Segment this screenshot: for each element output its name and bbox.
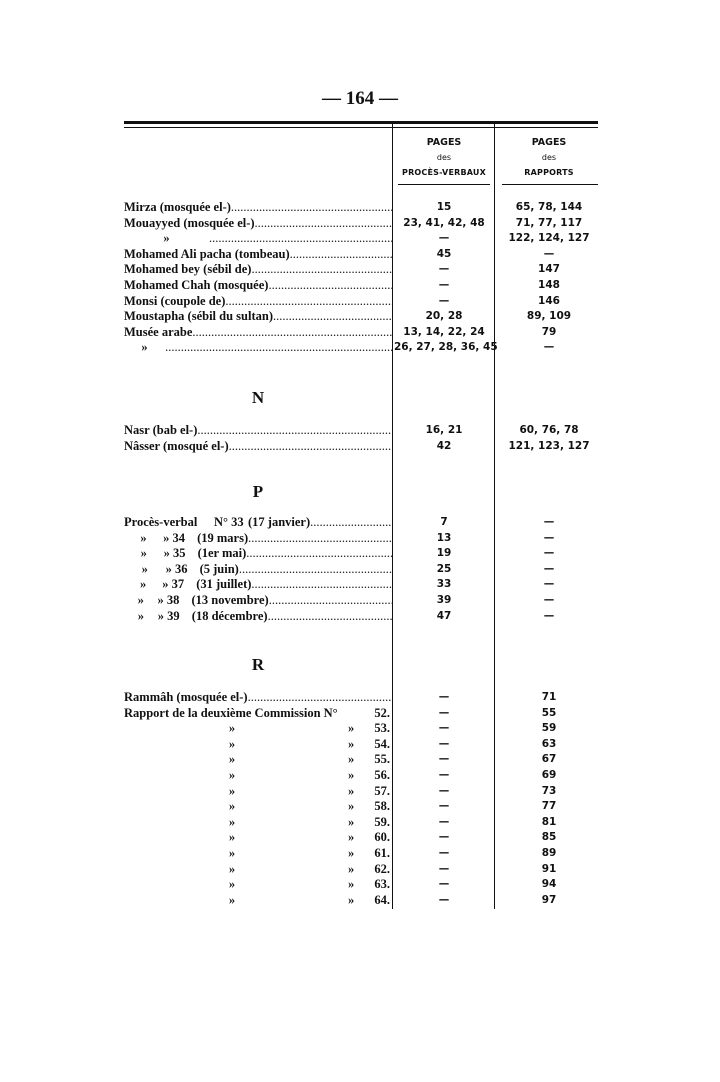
entry-date: (1er mai): [197, 546, 247, 561]
pv-pages: 7: [440, 516, 448, 528]
rapport-pages: 85: [541, 831, 557, 844]
index-row: [124, 752, 598, 768]
section-letter-p: P: [252, 482, 264, 501]
ditto-mark: »: [348, 892, 355, 907]
entry-label: Rapport de la deuxième Commission N°: [124, 705, 338, 720]
pv-pages: 19: [436, 547, 452, 560]
entry-number: N° 33: [214, 515, 244, 529]
pv-pages: —: [438, 878, 450, 891]
entry-date: (18 décembre): [191, 608, 268, 623]
ditto-mark: »: [228, 767, 236, 782]
index-section-r: [124, 690, 598, 908]
pv-pages: —: [438, 753, 450, 766]
index-section-n: [124, 423, 598, 454]
entry-number: 59.: [374, 814, 390, 829]
pv-pages: 26, 27, 28, 36, 45: [394, 341, 498, 354]
index-row: [124, 815, 598, 831]
ditto-mark: »: [228, 845, 236, 860]
index-row: [124, 439, 598, 455]
entry-label: Nasr (bab el-): [124, 423, 198, 437]
index-row: [124, 562, 598, 578]
ditto-mark: »: [163, 231, 170, 246]
index-row: [124, 231, 598, 247]
header-rule-thick: [124, 121, 598, 124]
index-row: [124, 737, 598, 753]
pv-pages: 16, 21: [425, 424, 463, 436]
index-row: [124, 830, 598, 846]
rapport-pages: —: [543, 609, 555, 622]
index-row: [124, 862, 598, 878]
ditto-mark: »: [228, 721, 236, 736]
pv-pages: 42: [436, 439, 452, 452]
entry-number: » 37: [162, 577, 185, 592]
column-header-proces-verbaux: [396, 135, 492, 180]
index-row: [124, 515, 598, 531]
entry-number: 62.: [374, 861, 390, 876]
ditto-mark: »: [228, 736, 236, 751]
pv-pages: 33: [436, 578, 452, 591]
index-row: [124, 278, 598, 294]
entry-number: 58.: [374, 799, 390, 814]
pv-pages: —: [438, 831, 450, 844]
index-row: [124, 609, 598, 625]
ditto-mark: »: [348, 877, 355, 892]
index-row: [124, 531, 598, 547]
rapport-pages: —: [543, 531, 555, 544]
entry-label: Mohamed Ali pacha (tombeau): [124, 246, 290, 261]
pv-pages: 20, 28: [425, 310, 463, 323]
index-row: [124, 247, 598, 263]
entry-label: Rammâh (mosquée el-): [124, 690, 248, 704]
index-row: [124, 262, 598, 278]
pv-pages: —: [438, 768, 450, 781]
column-header-title: PROCÈS-VERBAUX: [402, 168, 486, 177]
entry-number: 54.: [374, 736, 390, 751]
entry-number: 52.: [374, 705, 390, 720]
section-letter-n: N: [251, 388, 265, 407]
index-row: [124, 200, 598, 216]
index-row: [124, 577, 598, 593]
index-row: [124, 706, 598, 722]
rapport-pages: 97: [541, 893, 557, 906]
column-header-title: RAPPORTS: [524, 168, 574, 177]
pv-pages: —: [438, 815, 450, 828]
ditto-mark: »: [228, 877, 236, 892]
entry-label: Nâsser (mosqué el-): [124, 438, 229, 453]
ditto-mark: »: [137, 608, 145, 623]
rapport-pages: 122, 124, 127: [508, 232, 590, 245]
ditto-mark: »: [348, 721, 355, 736]
ditto-mark: »: [348, 752, 355, 767]
entry-label: Monsi (coupole de): [124, 293, 226, 308]
rapport-pages: 69: [541, 768, 557, 781]
index-section-m: [124, 200, 598, 356]
index-row: [124, 690, 598, 706]
index-row: [124, 294, 598, 310]
pv-pages: —: [438, 722, 450, 735]
index-row: [124, 721, 598, 737]
entry-label: Procès-verbal: [124, 515, 198, 529]
pv-pages: —: [438, 263, 450, 276]
pv-pages: —: [438, 278, 450, 291]
pv-pages: —: [438, 737, 450, 750]
ditto-mark: »: [228, 861, 236, 876]
rapport-pages: —: [543, 247, 555, 260]
rapport-pages: 89: [541, 846, 557, 859]
entry-date: (5 juin): [199, 561, 239, 576]
pv-pages: 47: [436, 609, 452, 622]
index-row: [124, 846, 598, 862]
ditto-mark: »: [348, 799, 355, 814]
ditto-mark: »: [348, 861, 355, 876]
ditto-mark: »: [348, 767, 355, 782]
pv-pages: 23, 41, 42, 48: [403, 216, 485, 229]
index-row: [124, 309, 598, 325]
rapport-pages: 59: [541, 722, 557, 735]
ditto-mark: »: [141, 561, 148, 576]
index-row: [124, 325, 598, 341]
pv-pages: 15: [436, 201, 452, 213]
entry-label: Mohamed Chah (mosquée): [124, 277, 269, 292]
pv-pages: 39: [436, 593, 452, 606]
entry-number: 56.: [374, 767, 390, 782]
ditto-mark: »: [228, 752, 236, 767]
pv-pages: 25: [436, 562, 452, 575]
column-header-underline: [502, 184, 598, 185]
rapport-pages: 55: [541, 706, 557, 719]
entry-number: 63.: [374, 877, 390, 892]
rapport-pages: 60, 76, 78: [519, 424, 579, 436]
ditto-mark: »: [228, 799, 236, 814]
rapport-pages: 121, 123, 127: [508, 439, 590, 452]
ditto-mark: »: [139, 577, 147, 592]
entry-label: Musée arabe: [124, 324, 193, 339]
index-row: [124, 340, 598, 356]
entry-number: » 39: [157, 608, 180, 623]
entry-number: » 38: [157, 592, 180, 607]
entry-date: (31 juillet): [196, 577, 252, 592]
rapport-pages: 94: [541, 878, 557, 891]
pv-pages: —: [438, 862, 450, 875]
rapport-pages: —: [543, 547, 555, 560]
ditto-mark: »: [141, 340, 148, 355]
entry-number: 60.: [374, 830, 390, 845]
index-row: [124, 877, 598, 893]
pv-pages: —: [438, 232, 450, 245]
entry-number: 55.: [374, 752, 390, 767]
column-header-pages: PAGES: [531, 137, 567, 148]
entry-label: Mirza (mosquée el-): [124, 200, 231, 214]
entry-date: (19 mars): [197, 530, 249, 545]
rapport-pages: —: [543, 593, 555, 606]
ditto-mark: »: [228, 783, 236, 798]
rapport-pages: —: [543, 516, 555, 528]
ditto-mark: »: [228, 892, 236, 907]
section-letter-r: R: [251, 655, 265, 674]
rapport-pages: 81: [541, 815, 557, 828]
index-row: [124, 216, 598, 232]
ditto-mark: »: [140, 546, 147, 561]
rapport-pages: 73: [541, 784, 557, 797]
page-number: — 164 —: [322, 88, 398, 109]
pv-pages: —: [438, 846, 450, 859]
rapport-pages: 146: [538, 294, 560, 307]
rapport-pages: 67: [541, 753, 557, 766]
entry-number: 64.: [374, 892, 390, 907]
ditto-mark: »: [140, 530, 147, 545]
index-row: [124, 546, 598, 562]
rapport-pages: 148: [538, 278, 560, 291]
ditto-mark: »: [228, 814, 236, 829]
rapport-pages: 79: [541, 325, 557, 338]
pv-pages: —: [438, 691, 450, 703]
rapport-pages: —: [543, 341, 555, 354]
column-header-underline: [398, 184, 490, 185]
header-rule-thin: [124, 127, 598, 128]
column-header-rapports: [500, 135, 598, 180]
entry-date: (13 novembre): [191, 592, 269, 607]
ditto-mark: »: [348, 845, 355, 860]
ditto-mark: »: [348, 814, 355, 829]
rapport-pages: —: [543, 562, 555, 575]
ditto-mark: »: [348, 783, 355, 798]
entry-label: Mohamed bey (sébil de): [124, 262, 252, 277]
column-header-des: des: [541, 153, 557, 162]
entry-number: 53.: [374, 721, 390, 736]
column-header-des: des: [436, 153, 452, 162]
pv-pages: 13, 14, 22, 24: [403, 325, 485, 338]
index-row: [124, 799, 598, 815]
rapport-pages: 63: [541, 737, 557, 750]
rapport-pages: —: [543, 578, 555, 591]
entry-number: 57.: [374, 783, 390, 798]
ditto-mark: »: [228, 830, 236, 845]
entry-label: Moustapha (sébil du sultan): [124, 309, 273, 324]
rapport-pages: 91: [541, 862, 557, 875]
entry-number: » 34: [163, 530, 185, 545]
rapport-pages: 89, 109: [526, 310, 572, 323]
rapport-pages: 65, 78, 144: [515, 201, 583, 213]
index-row: [124, 893, 598, 909]
entry-number: 61.: [374, 845, 390, 860]
index-section-p: [124, 515, 598, 624]
pv-pages: 45: [436, 247, 452, 260]
ditto-mark: »: [137, 592, 144, 607]
entry-date: (17 janvier): [248, 515, 311, 529]
index-row: [124, 423, 598, 439]
entry-number: » 35: [163, 546, 186, 561]
pv-pages: —: [438, 706, 450, 719]
index-row: [124, 784, 598, 800]
pv-pages: —: [438, 294, 450, 307]
pv-pages: 13: [436, 531, 452, 544]
rapport-pages: 77: [541, 800, 557, 813]
entry-number: » 36: [165, 561, 188, 576]
pv-pages: —: [438, 784, 450, 797]
index-row: [124, 593, 598, 609]
ditto-mark: »: [348, 830, 355, 845]
column-header-pages: PAGES: [426, 137, 462, 148]
rapport-pages: 71, 77, 117: [515, 216, 583, 229]
pv-pages: —: [438, 893, 450, 906]
pv-pages: —: [438, 800, 450, 813]
rapport-pages: 71: [541, 691, 557, 703]
entry-label: Mouayyed (mosquée el-): [124, 215, 255, 230]
index-row: [124, 768, 598, 784]
rapport-pages: 147: [538, 263, 560, 276]
ditto-mark: »: [348, 736, 355, 751]
